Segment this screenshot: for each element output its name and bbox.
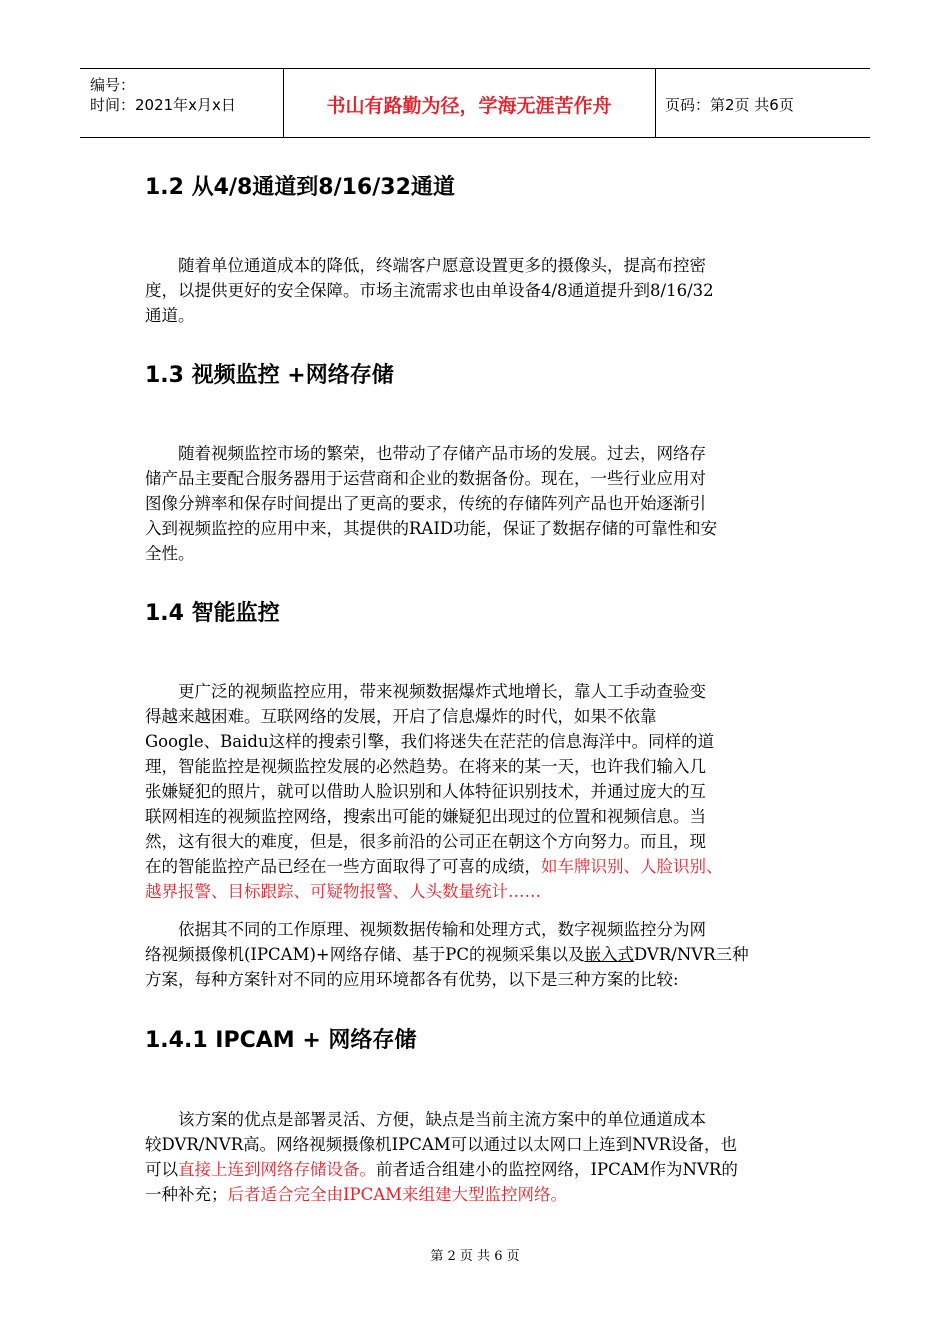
text-line: 全性。 <box>145 544 195 563</box>
text-line: 该方案的优点是部署灵活、方便，缺点是当前主流方案中的单位通道成本 <box>145 1110 706 1129</box>
underlined-text: 嵌入式 <box>584 945 634 964</box>
text-line: 张嫌疑犯的照片，就可以借助人脸识别和人体特征识别技术，并通过庞大的互 <box>145 782 706 801</box>
text-line <box>145 942 810 967</box>
text-line: 随着视频监控市场的繁荣，也带动了存储产品市场的发展。过去，网络存 <box>145 444 706 463</box>
paragraph-1-3 <box>145 441 810 566</box>
paragraph-1-4-1 <box>145 1107 810 1207</box>
text-line: 得越来越困难。互联网络的发展，开启了信息爆炸的时代，如果不依靠 <box>145 707 657 726</box>
text-span: 可以 <box>145 1160 178 1179</box>
header-date: 时间：2021年x月x日 <box>90 96 236 114</box>
text-span: 前者适合组建小的监控网络，IPCAM作为NVR的 <box>376 1160 738 1179</box>
highlighted-text: 越界报警、目标跟踪、可疑物报警、人头数量统计…… <box>145 882 541 901</box>
text-line: 理，智能监控是视频监控发展的必然趋势。在将来的某一天，也许我们输入几 <box>145 757 706 776</box>
header-page-number: 页码：第2页 共6页 <box>665 96 794 114</box>
paragraph-1-4 <box>145 679 810 904</box>
text-line <box>145 1182 810 1207</box>
header-meta <box>90 75 236 115</box>
heading-1-4-1: 1.4.1 IPCAM + 网络存储 <box>145 1028 417 1053</box>
text-line: 度，以提供更好的安全保障。市场主流需求也由单设备4/8通道提升到8/16/32 <box>145 281 714 300</box>
text-line: 入到视频监控的应用中来，其提供的RAID功能，保证了数据存储的可靠性和安 <box>145 519 718 538</box>
paragraph-1-2 <box>145 253 810 328</box>
paragraph-1-4-methods <box>145 917 810 992</box>
page-footer: 第 2 页 共 6 页 <box>430 1249 520 1264</box>
text-line <box>145 854 810 879</box>
header-motto: 书山有路勤为径，学海无涯苦作舟 <box>326 95 612 117</box>
page-header <box>80 68 870 138</box>
text-line: 储产品主要配合服务器用于运营商和企业的数据备份。现在，一些行业应用对 <box>145 469 706 488</box>
heading-1-3: 1.3 视频监控 +网络存储 <box>145 363 394 388</box>
text-line: 较DVR/NVR高。网络视频摄像机IPCAM可以通过以太网口上连到NVR设备，也 <box>145 1135 737 1154</box>
heading-1-2: 1.2 从4/8通道到8/16/32通道 <box>145 175 455 200</box>
text-line: 更广泛的视频监控应用，带来视频数据爆炸式地增长，靠人工手动查验变 <box>145 682 706 701</box>
heading-1-4: 1.4 智能监控 <box>145 601 280 626</box>
text-line: 图像分辨率和保存时间提出了更高的要求，传统的存储阵列产品也开始逐渐引 <box>145 494 706 513</box>
text-span: 络视频摄像机(IPCAM)+网络存储、基于PC的视频采集以及 <box>145 945 585 964</box>
header-divider <box>655 69 656 137</box>
text-line: 通道。 <box>145 306 195 325</box>
text-span: 在的智能监控产品已经在一些方面取得了可喜的成绩， <box>145 857 541 876</box>
text-span: DVR/NVR三种 <box>633 945 749 964</box>
text-line: 依据其不同的工作原理、视频数据传输和处理方式，数字视频监控分为网 <box>145 920 706 939</box>
text-line: 随着单位通道成本的降低，终端客户愿意设置更多的摄像头，提高布控密 <box>145 256 706 275</box>
text-line: 联网相连的视频监控网络，搜索出可能的嫌疑犯出现过的位置和视频信息。当 <box>145 807 706 826</box>
text-line: 方案，每种方案针对不同的应用环境都各有优势，以下是三种方案的比较: <box>145 970 679 989</box>
highlighted-text: 如车牌识别、人脸识别、 <box>541 857 723 876</box>
text-line: Google、Baidu这样的搜索引擎，我们将迷失在茫茫的信息海洋中。同样的道 <box>145 732 715 751</box>
text-span: 一种补充； <box>145 1185 228 1204</box>
header-number: 编号： <box>90 76 136 94</box>
highlighted-text: 后者适合完全由IPCAM来组建大型监控网络。 <box>227 1185 568 1204</box>
text-line: 然，这有很大的难度，但是，很多前沿的公司正在朝这个方向努力。而且，现 <box>145 832 706 851</box>
text-line <box>145 1157 810 1182</box>
highlighted-text: 直接上连到网络存储设备。 <box>178 1160 376 1179</box>
